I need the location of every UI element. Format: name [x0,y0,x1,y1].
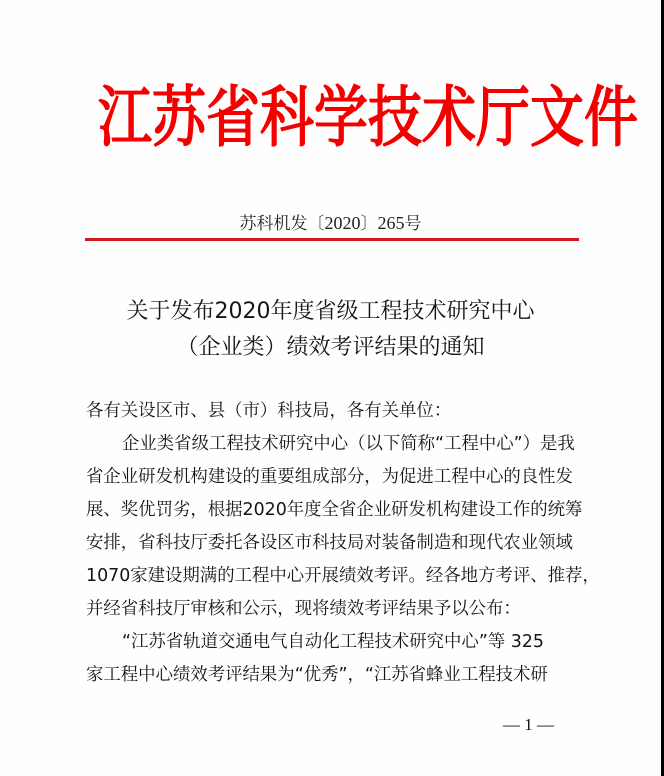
doc-number-suffix: 号 [404,214,422,234]
doc-number-year: 2020 [324,213,361,233]
masthead-char: 厅 [476,78,530,156]
notice-title-line-2: （企业类）绩效考评结果的通知 [176,335,485,360]
paragraph-1-line: 1070家建设期满的工程中心开展绩效考评。经各地方考评、推荐， [86,566,600,586]
notice-title [0,294,661,366]
red-divider-rule [85,238,579,241]
masthead-char: 省 [206,78,260,156]
doc-number-mid: 〕 [360,214,378,234]
paragraph-1-line: 省企业研发机构建设的重要组成部分，为促进工程中心的良性发 [86,467,573,487]
masthead-char: 江 [98,78,152,156]
masthead-char: 学 [314,78,368,156]
paragraph-1-line: 并经省科技厅审核和公示，现将绩效考评结果予以公布： [86,599,521,619]
paragraph-1-line: 安排，省科技厅委托各设区市科技局对装备制造和现代农业领域 [86,533,573,553]
masthead-char: 件 [584,78,638,156]
salutation: 各有关设区市、县（市）科技局，各有关单位： [86,401,452,421]
notice-title-line-1: 关于发布2020年度省级工程技术研究中心 [126,299,535,324]
masthead-char: 技 [368,78,422,156]
doc-number-prefix: 苏科机发〔 [239,214,325,234]
masthead-char: 苏 [152,78,206,156]
paragraph-1-line: 展、奖优罚劣，根据2020年度全省企业研发机构建设工作的统筹 [86,500,583,520]
document-number [0,209,661,234]
doc-number-value: 265 [377,213,405,233]
masthead-char: 术 [422,78,476,156]
page-number: — 1 — [503,715,554,734]
masthead-title [98,78,638,156]
paragraph-1-line: 企业类省级工程技术研究中心（以下简称“工程中心”）是我 [122,434,575,454]
paragraph-2-line: 家工程中心绩效考评结果为“优秀”，“江苏省蜂业工程技术研 [86,665,548,685]
masthead-char: 科 [260,78,314,156]
paragraph-2-line: “江苏省轨道交通电气自动化工程技术研究中心”等 325 [122,632,544,652]
notice-body [86,395,600,692]
masthead-char: 文 [530,78,584,156]
